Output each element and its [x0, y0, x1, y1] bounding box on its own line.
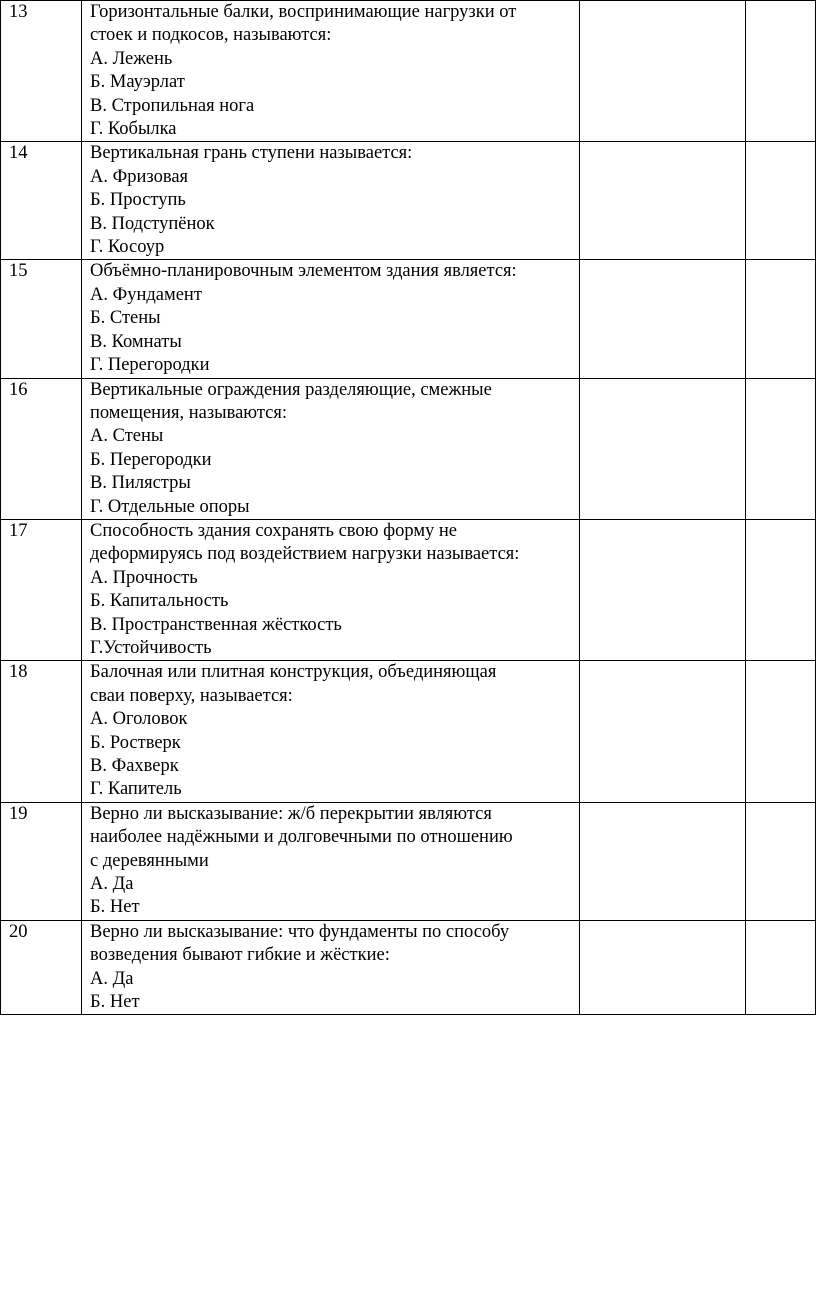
- answer-cell: [580, 519, 746, 660]
- question-line: А. Да: [90, 874, 134, 895]
- question-text-cell: [82, 142, 580, 260]
- question-row: [1, 378, 816, 519]
- question-line: Б. Мауэрлат: [90, 72, 185, 93]
- question-number: 17: [1, 519, 82, 660]
- question-row: [1, 802, 816, 920]
- question-line: А. Оголовок: [90, 709, 188, 730]
- question-line: А. Фризовая: [90, 166, 189, 187]
- question-line: А. Стены: [90, 426, 164, 447]
- question-line: возведения бывают гибкие и жёсткие:: [90, 945, 390, 966]
- question-line: Г. Капитель: [90, 779, 182, 800]
- question-line: А. Фундамент: [90, 284, 202, 305]
- answer-cell: [580, 920, 746, 1015]
- question-row: [1, 142, 816, 260]
- question-line: Г. Косоур: [90, 237, 165, 258]
- question-line: сваи поверху, называется:: [90, 685, 293, 706]
- question-number: 16: [1, 378, 82, 519]
- question-line: В. Подступёнок: [90, 213, 215, 234]
- answer-cell: [580, 1, 746, 142]
- question-line: В. Пространственная жёсткость: [90, 614, 342, 635]
- question-line: с деревянными: [90, 850, 209, 871]
- question-text-cell: [82, 802, 580, 920]
- answer-cell: [580, 661, 746, 802]
- question-text-line: Объёмно-планировочным элементом здания является:: [90, 261, 517, 282]
- question-line: В. Стропильная нога: [90, 95, 255, 116]
- question-number: 20: [1, 920, 82, 1015]
- question-row: [1, 920, 816, 1015]
- answer-cell: [580, 378, 746, 519]
- question-number: 19: [1, 802, 82, 920]
- question-number: 18: [1, 661, 82, 802]
- answer-cell: [580, 802, 746, 920]
- question-text-line: Вертикальные ограждения разделяющие, смежные: [90, 379, 492, 400]
- question-text-line: Способность здания сохранять свою форму не: [90, 520, 458, 541]
- score-cell: [746, 142, 816, 260]
- question-line: Г. Отдельные опоры: [90, 496, 250, 517]
- question-line: Б. Нет: [90, 897, 140, 918]
- question-text-line: Горизонтальные балки, воспринимающие нагрузки от: [90, 2, 517, 22]
- question-line: наиболее надёжными и долговечными по отношению: [90, 827, 513, 848]
- question-line: Б. Капитальность: [90, 591, 229, 612]
- score-cell: [746, 920, 816, 1015]
- questions-table-body: [1, 1, 816, 1015]
- question-number: 13: [1, 1, 82, 142]
- question-line: деформируясь под воздействием нагрузки называется:: [90, 544, 520, 565]
- answer-cell: [580, 260, 746, 378]
- question-line: В. Фахверк: [90, 756, 179, 776]
- question-line: Б. Нет: [90, 992, 140, 1013]
- question-text-cell: [82, 260, 580, 378]
- question-line: помещения, называются:: [90, 402, 288, 423]
- score-cell: [746, 661, 816, 802]
- question-line: А. Лежень: [90, 48, 173, 69]
- question-row: [1, 519, 816, 660]
- question-line: Г. Кобылка: [90, 119, 177, 140]
- question-text-line: Верно ли высказывание: ж/б перекрытии являются: [90, 803, 492, 824]
- question-number: 14: [1, 142, 82, 260]
- question-line: В. Комнаты: [90, 331, 182, 352]
- question-text-cell: [82, 1, 580, 142]
- question-text-line: Балочная или плитная конструкция, объединяющая: [90, 662, 497, 683]
- question-text-cell: [82, 519, 580, 660]
- question-line: Б. Стены: [90, 308, 161, 329]
- question-row: [1, 1, 816, 142]
- score-cell: [746, 802, 816, 920]
- question-line: Б. Проступь: [90, 190, 186, 211]
- question-line: стоек и подкосов, называются:: [90, 25, 332, 46]
- score-cell: [746, 378, 816, 519]
- question-row: [1, 260, 816, 378]
- answer-cell: [580, 142, 746, 260]
- question-line: А. Прочность: [90, 567, 198, 588]
- question-number: 15: [1, 260, 82, 378]
- question-text-cell: [82, 378, 580, 519]
- score-cell: [746, 260, 816, 378]
- question-text-cell: [82, 661, 580, 802]
- question-text-line: Вертикальная грань ступени называется:: [90, 143, 413, 164]
- question-line: Б. Ростверк: [90, 732, 181, 753]
- score-cell: [746, 1, 816, 142]
- question-line: В. Пилястры: [90, 473, 191, 494]
- question-line: А. Да: [90, 968, 134, 989]
- score-cell: [746, 519, 816, 660]
- question-row: [1, 661, 816, 802]
- question-line: Г. Перегородки: [90, 355, 210, 376]
- question-text-line: Верно ли высказывание: что фундаменты по способу: [90, 921, 510, 942]
- question-line: Б. Перегородки: [90, 449, 212, 470]
- question-text-cell: [82, 920, 580, 1015]
- question-line: Г.Устойчивость: [90, 637, 212, 658]
